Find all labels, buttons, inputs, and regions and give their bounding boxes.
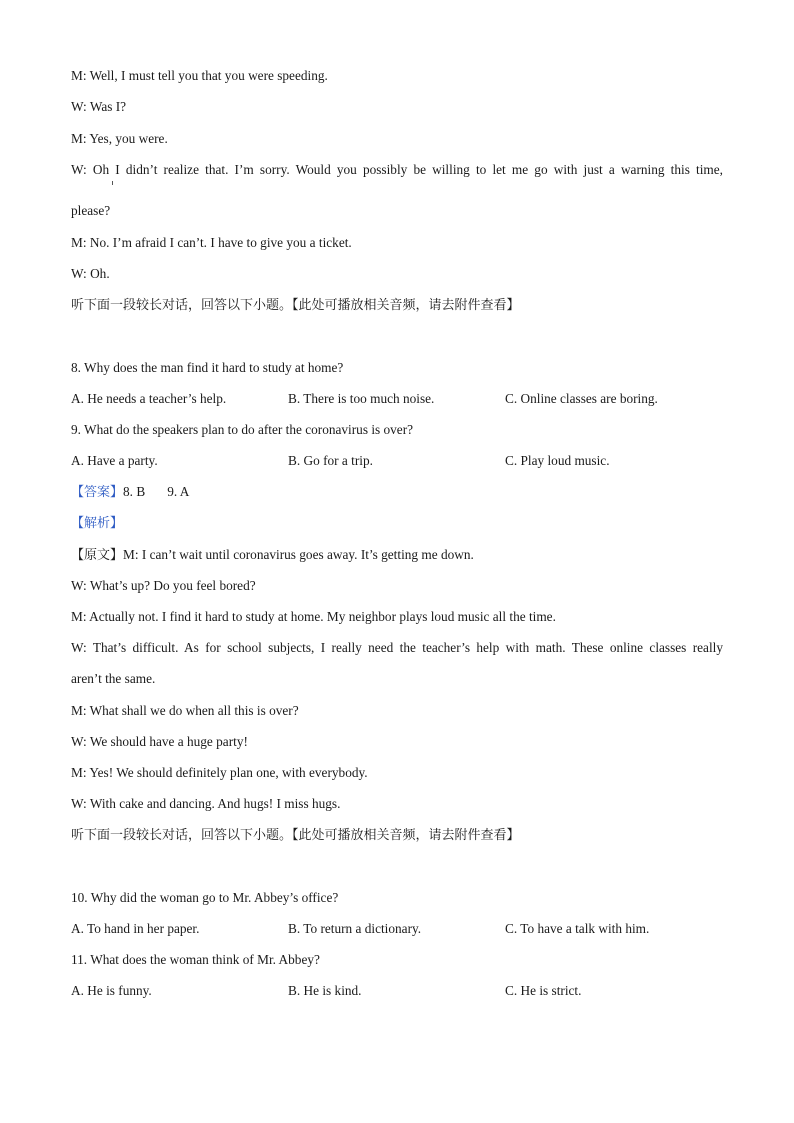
transcript-line: M: What shall we do when all this is over? (71, 703, 299, 718)
answer-8: 8. B (123, 484, 146, 499)
answer-line (71, 484, 723, 501)
q8-option-c: C. Online classes are boring. (505, 391, 658, 406)
transcript-line: W: That’s difficult. As for school subjects, I really need the teacher’s help with math. These online classes really (71, 640, 723, 655)
transcript-line: M: Actually not. I find it hard to study at home. My neighbor plays loud music all the time. (71, 609, 556, 624)
q8-option-a: A. He needs a teacher’s help. (71, 391, 227, 406)
original-text-label: 【原文】 (71, 548, 124, 563)
answer-9: 9. A (167, 484, 190, 499)
transcript-line: W: With cake and dancing. And hugs! I miss hugs. (71, 796, 341, 811)
comma-mark (112, 181, 113, 185)
transcript-text: M: I can’t wait until coronavirus goes away. It’s getting me down. (123, 547, 474, 562)
dialog-line: M: No. I’m afraid I can’t. I have to give you a ticket. (71, 235, 352, 250)
analysis-label: 【解析】 (71, 516, 124, 531)
dialog-line: please? (71, 203, 111, 218)
transcript-line: aren’t the same. (71, 671, 156, 686)
question-8: 8. Why does the man find it hard to study at home? (71, 360, 344, 375)
q11-option-b: B. He is kind. (288, 983, 362, 998)
transcript-line: W: We should have a huge party! (71, 734, 248, 749)
dialog-line: M: Well, I must tell you that you were speeding. (71, 68, 328, 83)
q10-option-a: A. To hand in her paper. (71, 921, 200, 936)
listening-instruction: 听下面一段较长对话，回答以下小题。【此处可播放相关音频，请去附件查看】 (71, 298, 520, 313)
question-9: 9. What do the speakers plan to do after the coronavirus is over? (71, 422, 414, 437)
q11-option-a: A. He is funny. (71, 983, 152, 998)
dialog-line: W: Oh. (71, 266, 110, 281)
q10-option-c: C. To have a talk with him. (505, 921, 650, 936)
dialog-line: M: Yes, you were. (71, 131, 168, 146)
q10-option-b: B. To return a dictionary. (288, 921, 422, 936)
q8-option-b: B. There is too much noise. (288, 391, 435, 406)
transcript-line: W: What’s up? Do you feel bored? (71, 578, 256, 593)
listening-instruction: 听下面一段较长对话，回答以下小题。【此处可播放相关音频，请去附件查看】 (71, 828, 520, 843)
dialog-line: W: Was I? (71, 99, 127, 114)
transcript-line: M: Yes! We should definitely plan one, with everybody. (71, 765, 368, 780)
q9-option-b: B. Go for a trip. (288, 453, 373, 468)
answer-label: 【答案】 (71, 485, 124, 500)
dialog-line: W: Oh I didn’t realize that. I’m sorry. Would you possibly be willing to let me go with just a warning this time, (71, 162, 723, 177)
q11-option-c: C. He is strict. (505, 983, 582, 998)
question-11: 11. What does the woman think of Mr. Abbey? (71, 952, 320, 967)
q9-option-c: C. Play loud music. (505, 453, 610, 468)
q9-option-a: A. Have a party. (71, 453, 158, 468)
transcript-line (71, 547, 723, 564)
question-10: 10. Why did the woman go to Mr. Abbey’s office? (71, 890, 339, 905)
